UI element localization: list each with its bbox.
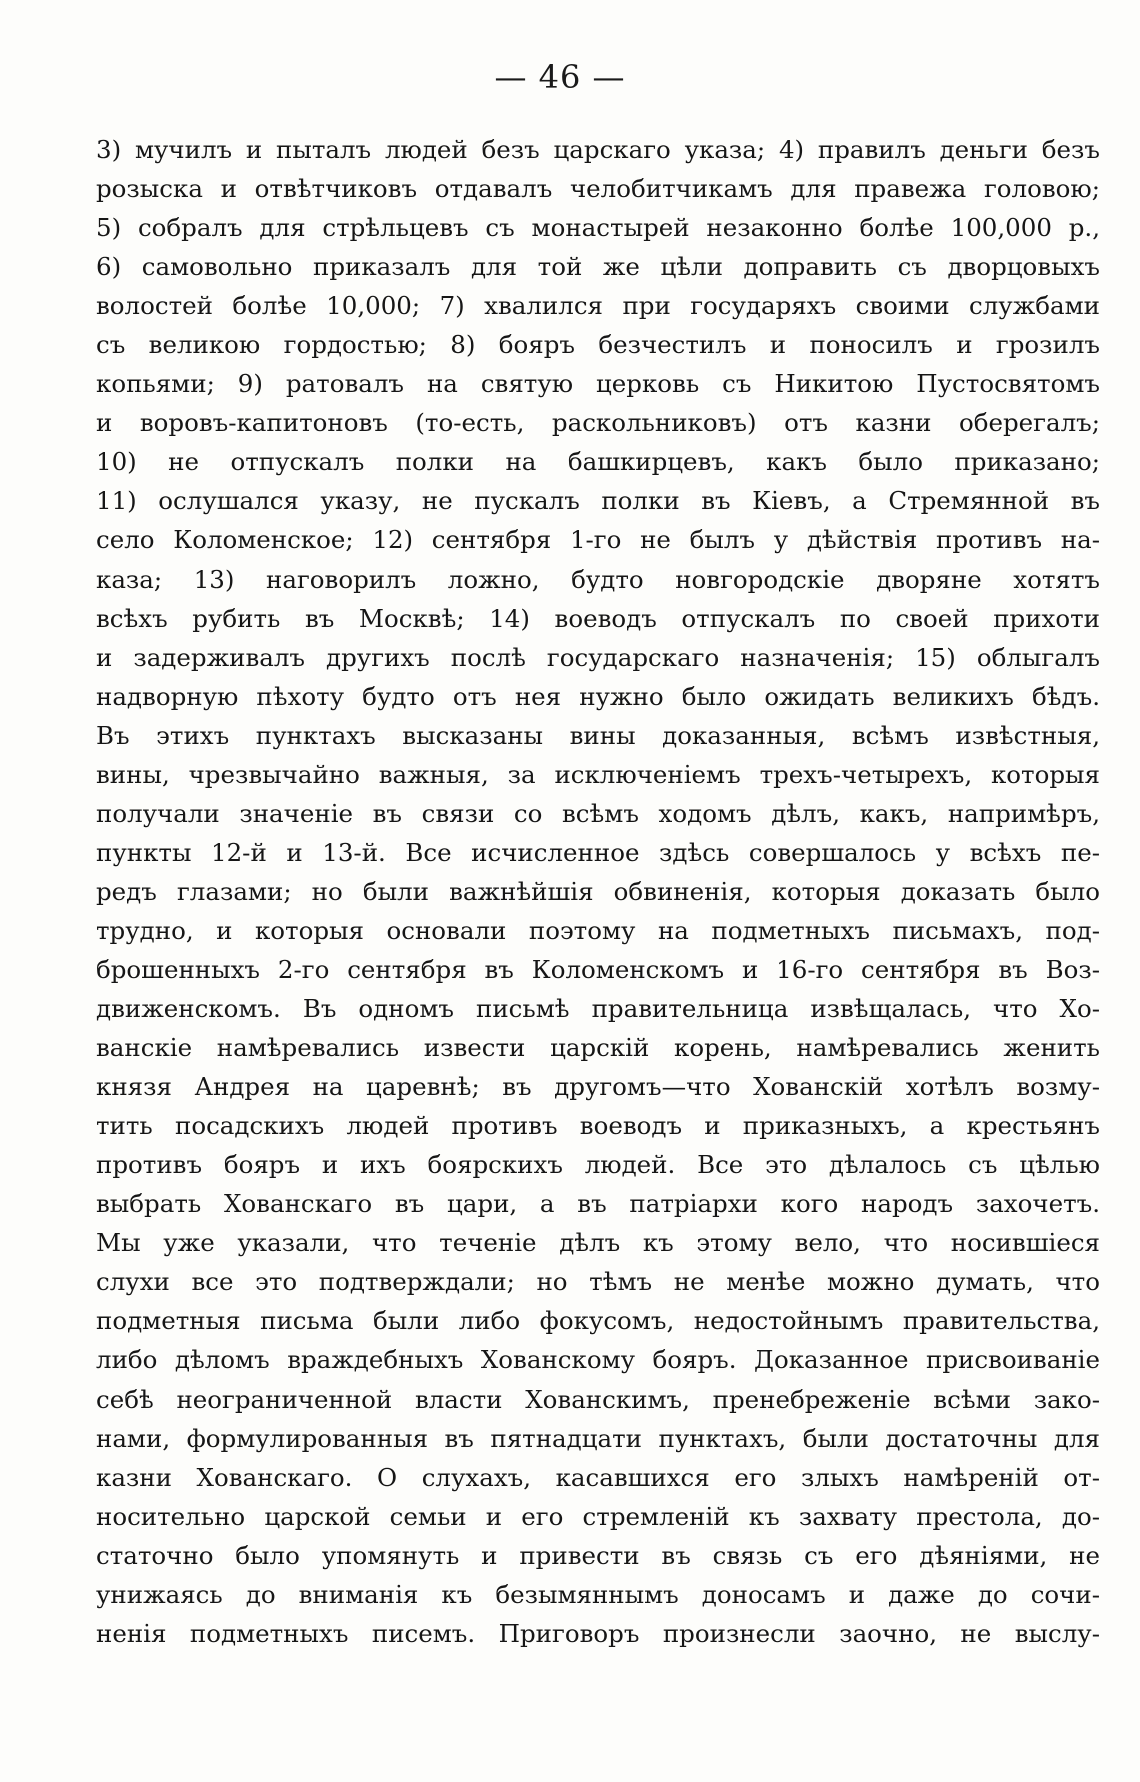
text-line: тить посадскихъ людей противъ воеводъ и приказныхъ, а крестьянъ [96, 1111, 1100, 1141]
page-number: — 46 — [494, 58, 626, 96]
text-line: всѣхъ рубить въ Москвѣ; 14) воеводъ отпускалъ по своей прихоти [96, 603, 1100, 633]
text-line: трудно, и которыя основали поэтому на подметныхъ письмахъ, под- [96, 915, 1100, 945]
text-line: каза; 13) наговорилъ ложно, будто новгородскіе дворяне хотятъ [96, 564, 1100, 594]
text-line: себѣ неограниченной власти Хованскимъ, пренебреженіе всѣми зако- [96, 1384, 1100, 1414]
text-line: 10) не отпускалъ полки на башкирцевъ, какъ было приказано; [96, 447, 1100, 477]
text-line: нами, формулированныя въ пятнадцати пунктахъ, были достаточны для [96, 1423, 1100, 1453]
body-text [96, 130, 1100, 1653]
text-line: и воровъ-капитоновъ (то-есть, раскольниковъ) отъ казни оберегалъ; [96, 408, 1100, 438]
text-line: движенскомъ. Въ одномъ письмѣ правительница извѣщалась, что Хо- [96, 994, 1100, 1024]
text-line: слухи все это подтверждали; но тѣмъ не менѣе можно думать, что [96, 1267, 1100, 1297]
text-line: 5) собралъ для стрѣльцевъ съ монастырей незаконно болѣе 100,000 р., [96, 213, 1100, 243]
text-line: редъ глазами; но были важнѣйшія обвиненія, которыя доказать было [96, 876, 1100, 906]
text-line: унижаясь до вниманія къ безымяннымъ доносамъ и даже до сочи- [96, 1579, 1100, 1609]
text-line: надворную пѣхоту будто отъ нея нужно было ожидать великихъ бѣдъ. [96, 681, 1100, 711]
text-line: копьями; 9) ратовалъ на святую церковь съ Никитою Пустосвятомъ [96, 369, 1100, 399]
text-line: ванскіе намѣревались извести царскій корень, намѣревались женить [96, 1033, 1100, 1063]
text-line: и задерживалъ другихъ послѣ государскаго назначенія; 15) облыгалъ [96, 642, 1100, 672]
text-line: розыска и отвѣтчиковъ отдавалъ челобитчикамъ для правежа головою; [96, 174, 1100, 204]
text-line: пункты 12-й и 13-й. Все исчисленное здѣсь совершалось у всѣхъ пе- [96, 837, 1100, 867]
text-line: князя Андрея на царевнѣ; въ другомъ—что Хованскій хотѣлъ возму- [96, 1072, 1100, 1102]
text-line: выбрать Хованскаго въ цари, а въ патріархи кого народъ захочетъ. [96, 1189, 1100, 1219]
text-line: вины, чрезвычайно важныя, за исключеніемъ трехъ-четырехъ, которыя [96, 759, 1100, 789]
text-line: либо дѣломъ враждебныхъ Хованскому бояръ. Доказанное присвоиваніе [96, 1345, 1100, 1375]
text-line: получали значеніе въ связи со всѣмъ ходомъ дѣлъ, какъ, напримѣръ, [96, 798, 1100, 828]
text-line: брошенныхъ 2-го сентября въ Коломенскомъ и 16-го сентября въ Воз- [96, 954, 1100, 984]
text-line: носительно царской семьи и его стремленій къ захвату престола, до- [96, 1501, 1100, 1531]
text-line: 6) самовольно приказалъ для той же цѣли доправить съ дворцовыхъ [96, 252, 1100, 282]
text-line: Въ этихъ пунктахъ высказаны вины доказанныя, всѣмъ извѣстныя, [96, 720, 1100, 750]
text-line: подметныя письма были либо фокусомъ, недостойнымъ правительства, [96, 1306, 1100, 1336]
text-line: 11) ослушался указу, не пускалъ полки въ Кіевъ, а Стремянной въ [96, 486, 1100, 516]
text-line: волостей болѣе 10,000; 7) хвалился при государяхъ своими службами [96, 291, 1100, 321]
text-line: село Коломенское; 12) сентября 1-го не былъ у дѣйствія противъ на- [96, 525, 1100, 555]
text-line: съ великою гордостью; 8) бояръ безчестилъ и поносилъ и грозилъ [96, 330, 1100, 360]
text-line: статочно было упомянуть и привести въ связь съ его дѣяніями, не [96, 1540, 1100, 1570]
text-line: 3) мучилъ и пыталъ людей безъ царскаго указа; 4) правилъ деньги безъ [96, 135, 1100, 164]
text-line: казни Хованскаго. О слухахъ, касавшихся его злыхъ намѣреній от- [96, 1462, 1100, 1492]
text-line: Мы уже указали, что теченіе дѣлъ къ этому вело, что носившіеся [96, 1228, 1100, 1258]
text-line: противъ бояръ и ихъ боярскихъ людей. Все это дѣлалось съ цѣлью [96, 1150, 1100, 1180]
text-line: ненія подметныхъ писемъ. Приговоръ произнесли заочно, не выслу- [96, 1618, 1100, 1648]
